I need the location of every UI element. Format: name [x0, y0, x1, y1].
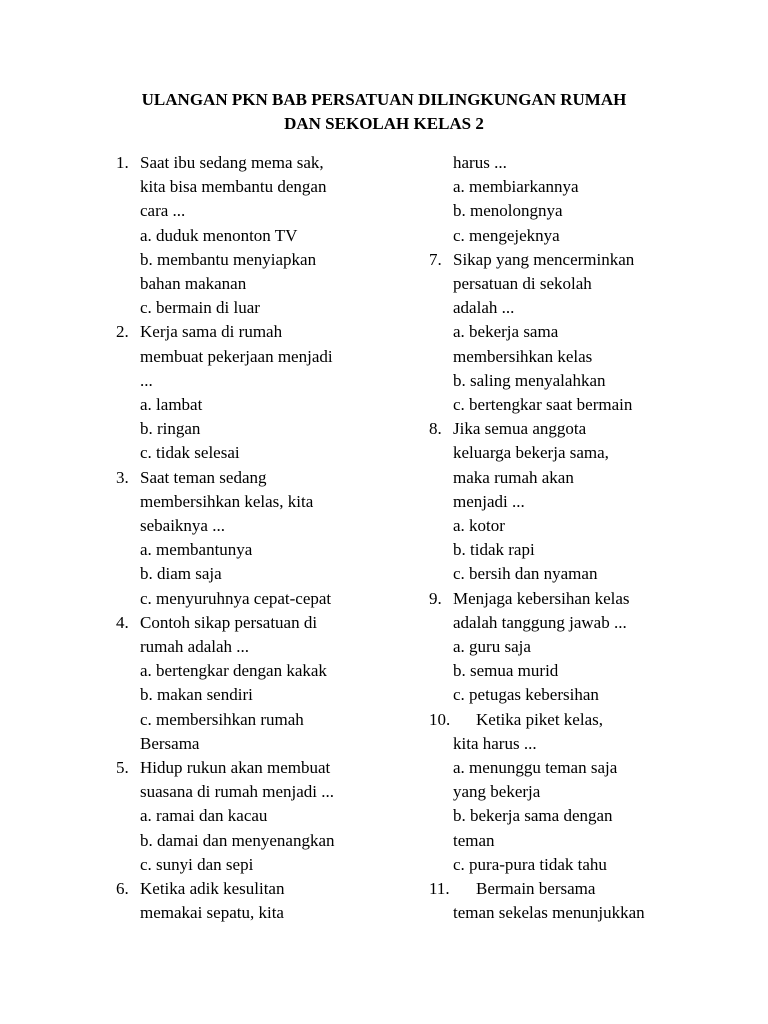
- answer-option: b. tidak rapi: [453, 540, 535, 560]
- answer-option: a. bertengkar dengan kakak: [140, 661, 327, 681]
- answer-option: c. mengejeknya: [453, 225, 560, 245]
- answer-option: b. damai dan menyenangkan: [140, 830, 335, 850]
- answer-option: a. duduk menonton TV: [140, 225, 298, 245]
- question-text-line: sebaiknya ...: [140, 516, 225, 536]
- answer-option: c. menyuruhnya cepat-cepat: [140, 588, 332, 608]
- question-number: 4.: [116, 612, 129, 632]
- title-line-1: ULANGAN PKN BAB PERSATUAN DILINGKUNGAN RUMAH: [141, 90, 627, 109]
- answer-option: a. guru saja: [453, 637, 531, 657]
- question-item: [429, 587, 689, 708]
- answer-option: a. bekerja sama: [453, 322, 559, 342]
- question-text-line: cara ...: [140, 201, 186, 221]
- answer-option: b. diam saja: [140, 564, 222, 584]
- question-item: [116, 756, 376, 877]
- answer-option: b. menolongnya: [453, 201, 563, 221]
- answer-option: c. sunyi dan sepi: [140, 854, 254, 874]
- answer-option: b. membantu menyiapkan: [140, 249, 317, 269]
- question-text-line: Menjaga kebersihan kelas: [453, 588, 630, 608]
- answer-option: Bersama: [140, 733, 200, 753]
- answer-option: bahan makanan: [140, 274, 247, 294]
- question-text-line: Contoh sikap persatuan di: [140, 612, 318, 632]
- question-text-line: kita bisa membantu dengan: [140, 177, 327, 197]
- question-text-line: rumah adalah ...: [140, 637, 250, 657]
- question-text-line: Kerja sama di rumah: [140, 322, 283, 342]
- question-text-line: harus ...: [453, 153, 507, 172]
- question-item: [116, 466, 376, 611]
- question-text-line: membuat pekerjaan menjadi: [140, 346, 333, 366]
- question-number: 11.: [429, 879, 450, 899]
- answer-option: b. makan sendiri: [140, 685, 253, 705]
- question-text-line: persatuan di sekolah: [453, 274, 592, 294]
- answer-option: c. tidak selesai: [140, 443, 240, 463]
- answer-option: c. petugas kebersihan: [453, 685, 599, 705]
- title-line-2: DAN SEKOLAH KELAS 2: [284, 114, 484, 133]
- answer-option: b. saling menyalahkan: [453, 370, 606, 390]
- question-text-line: adalah tanggung jawab ...: [453, 612, 627, 632]
- answer-option: a. menunggu teman saja: [453, 758, 618, 778]
- answer-option: a. membantunya: [140, 540, 253, 560]
- answer-option: yang bekerja: [453, 782, 541, 802]
- question-item: [116, 877, 376, 925]
- question-number: 3.: [116, 467, 129, 487]
- question-text-line: ...: [140, 370, 153, 390]
- question-number: 8.: [429, 419, 442, 439]
- page-title: [0, 88, 768, 136]
- question-number: 5.: [116, 758, 129, 778]
- answer-option: c. pura-pura tidak tahu: [453, 854, 607, 874]
- question-number: 2.: [116, 322, 129, 342]
- question-number: 9.: [429, 588, 442, 608]
- question-item: [116, 320, 376, 465]
- question-text-line: suasana di rumah menjadi ...: [140, 782, 335, 802]
- question-item: [116, 151, 376, 320]
- answer-option: teman: [453, 830, 495, 850]
- question-text-line: Jika semua anggota: [453, 419, 587, 439]
- left-column: [116, 151, 376, 926]
- question-text-line: menjadi ...: [453, 491, 525, 511]
- answer-option: c. bersih dan nyaman: [453, 564, 598, 584]
- answer-option: b. semua murid: [453, 661, 559, 681]
- question-item: [429, 417, 689, 586]
- answer-option: c. bermain di luar: [140, 298, 260, 318]
- right-column: [429, 151, 689, 926]
- answer-option: a. lambat: [140, 395, 203, 415]
- question-number: 6.: [116, 879, 129, 899]
- answer-option: a. ramai dan kacau: [140, 806, 268, 826]
- question-item: [429, 248, 689, 417]
- question-text-line: Saat teman sedang: [140, 467, 267, 487]
- answer-option: a. membiarkannya: [453, 177, 579, 197]
- question-number: 10.: [429, 709, 451, 729]
- question-text-line: maka rumah akan: [453, 467, 574, 487]
- question-text-line: Sikap yang mencerminkan: [453, 249, 635, 269]
- question-text-line: membersihkan kelas, kita: [140, 491, 314, 511]
- question-text-line: Saat ibu sedang mema sak,: [140, 153, 324, 172]
- question-text-line: keluarga bekerja sama,: [453, 443, 609, 463]
- question-text-line: kita harus ...: [453, 733, 537, 753]
- question-item: [429, 708, 689, 877]
- answer-option: membersihkan kelas: [453, 346, 593, 366]
- question-number: 1.: [116, 153, 129, 172]
- answer-option: c. membersihkan rumah: [140, 709, 304, 729]
- question-text-line: adalah ...: [453, 298, 515, 318]
- question-number: 7.: [429, 249, 442, 269]
- question-text-line: teman sekelas menunjukkan: [453, 903, 645, 923]
- question-item: [116, 611, 376, 756]
- answer-option: c. bertengkar saat bermain: [453, 395, 633, 415]
- answer-option: b. ringan: [140, 419, 201, 439]
- question-text-line: Hidup rukun akan membuat: [140, 758, 331, 778]
- answer-option: b. bekerja sama dengan: [453, 806, 613, 826]
- answer-option: a. kotor: [453, 516, 505, 536]
- question-item: [429, 877, 689, 925]
- question-text-line: Ketika piket kelas,: [476, 709, 603, 729]
- question-text-line: memakai sepatu, kita: [140, 903, 284, 923]
- question-text-line: Ketika adik kesulitan: [140, 879, 285, 899]
- question-text-line: Bermain bersama: [476, 879, 596, 899]
